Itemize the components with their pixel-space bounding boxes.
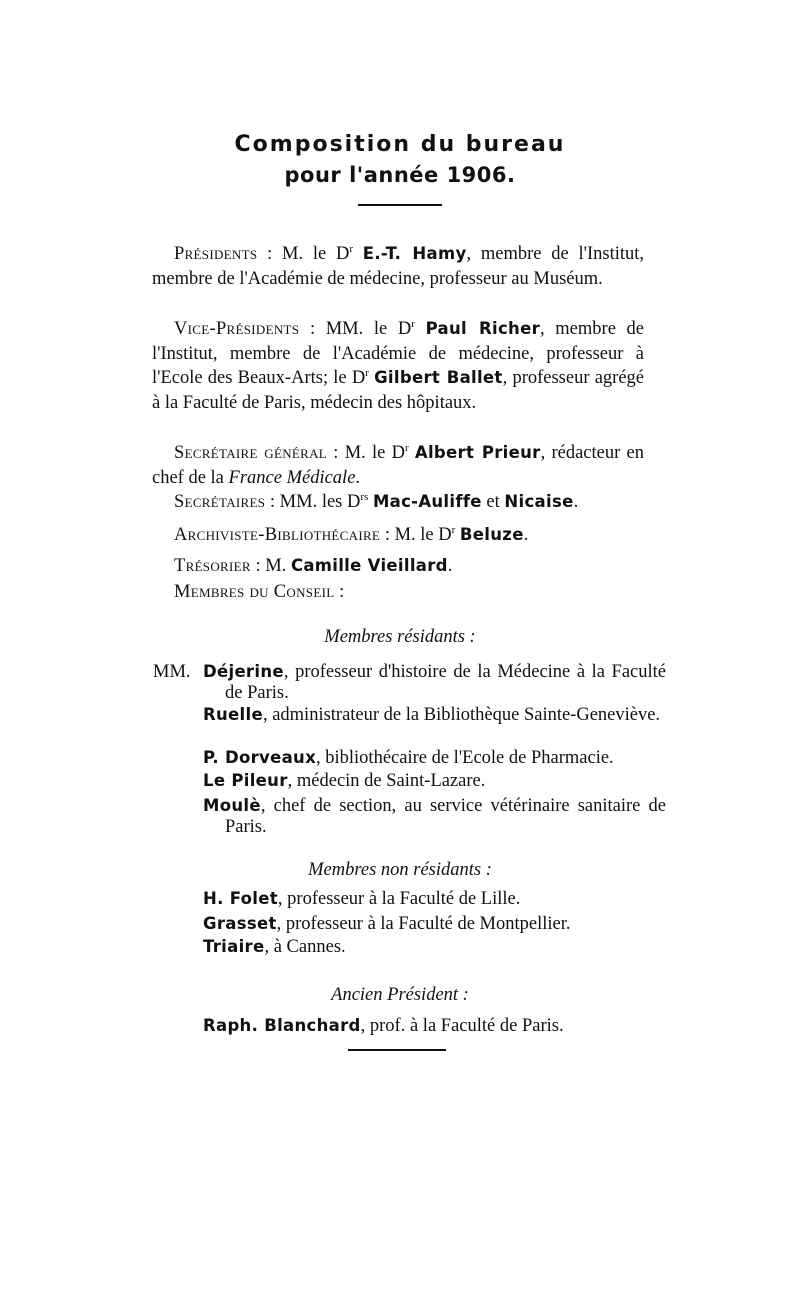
text: : M.: [250, 556, 291, 576]
journal-title: France Médicale: [228, 467, 356, 488]
role-label: Archiviste-Bibliothécaire: [174, 525, 381, 545]
list-item: [203, 888, 666, 910]
sup: r: [349, 242, 353, 255]
role-label: Secrétaires: [174, 492, 266, 512]
list-item: [203, 936, 666, 958]
text: : MM. le D: [299, 319, 412, 339]
text: , médecin de Saint-Lazare.: [287, 771, 486, 791]
person-name: Moulè: [203, 796, 261, 815]
person-name: Triaire: [203, 937, 265, 956]
residents-heading: Membres résidants :: [324, 627, 476, 647]
person-name: Mac-Auliffe: [372, 492, 482, 511]
title-rule: [358, 204, 442, 206]
text: et: [481, 492, 505, 512]
person-name: Gilbert Ballet: [374, 368, 503, 387]
person-name: E.-T. Hamy: [362, 244, 467, 263]
text: .: [355, 467, 361, 488]
sup: r: [404, 441, 409, 454]
person-name: P. Dorveaux: [203, 748, 317, 767]
text: , rédacteur en chef de la: [152, 443, 644, 488]
former-president-heading: Ancien Président :: [331, 985, 469, 1005]
archivist-paragraph: [152, 523, 644, 548]
vice-presidents-paragraph: [152, 317, 644, 415]
text: .: [523, 525, 529, 545]
person-name: Ruelle: [203, 705, 263, 724]
list-item: [203, 913, 666, 935]
person-name: Déjerine: [203, 662, 284, 681]
page-subtitle: pour l'année 1906.: [284, 163, 516, 187]
list-item: [203, 704, 666, 726]
text: : M. le D: [327, 443, 405, 463]
text: .: [573, 492, 579, 512]
text: , bibliothécaire de l'Ecole de Pharmacie.: [316, 748, 614, 768]
text: .: [447, 556, 453, 576]
text: , prof. à la Faculté de Paris.: [360, 1016, 564, 1036]
person-name: Nicaise: [504, 492, 574, 511]
sup: rs: [360, 490, 369, 503]
person-name: Raph. Blanchard: [203, 1016, 361, 1035]
person-name: Camille Vieillard: [290, 556, 448, 575]
role-label: Présidents: [174, 244, 258, 264]
text: : M. le D: [257, 244, 350, 264]
page-title: Composition du bureau: [234, 132, 566, 157]
list-item: [203, 1015, 666, 1037]
person-name: Le Pileur: [203, 771, 288, 790]
text: , professeur d'histoire de la Médecine à la Faculté de Paris.: [225, 662, 666, 703]
treasurer-paragraph: [152, 554, 644, 579]
person-name: H. Folet: [203, 889, 278, 908]
council-members-paragraph: [152, 580, 644, 605]
text: :: [334, 582, 345, 602]
list-item: [203, 795, 666, 838]
sup: r: [411, 317, 415, 330]
person-name: Paul Richer: [425, 319, 541, 338]
text: : M. le D: [380, 525, 452, 545]
text: , à Cannes.: [264, 937, 346, 957]
list-item: [203, 661, 666, 704]
mm-prefix: MM.: [153, 662, 191, 682]
role-label: Trésorier: [174, 556, 251, 576]
role-label: Vice-Présidents: [174, 319, 300, 339]
role-label: Secrétaire général: [174, 443, 328, 463]
list-item: [203, 747, 666, 769]
text: , administrateur de la Bibliothèque Sainte-Geneviève.: [262, 705, 661, 725]
secretary-general-paragraph: [152, 441, 644, 490]
sup: r: [451, 523, 456, 536]
closing-rule: [348, 1049, 446, 1051]
text: , chef de section, au service vétérinaire sanitaire de Paris.: [225, 796, 666, 837]
non-residents-heading: Membres non résidants :: [308, 860, 492, 880]
text: , membre de l'Institut, membre de l'Académie de médecine, professeur au Muséum.: [152, 244, 645, 289]
text: : MM. les D: [265, 492, 361, 512]
person-name: Beluze: [459, 525, 524, 544]
text: , professeur agrégé à la Faculté de Paris, médecin des hôpitaux.: [152, 368, 644, 413]
role-label: Membres du Conseil: [174, 582, 335, 602]
secretaries-paragraph: [152, 490, 644, 515]
person-name: Albert Prieur: [414, 443, 541, 462]
presidents-paragraph: [152, 242, 644, 291]
list-item: [203, 770, 666, 792]
text: , membre de l'Institut, membre de l'Académie de médecine, professeur à l'Ecole des Beaux-Arts; le D: [152, 319, 645, 388]
text: , professeur à la Faculté de Montpellier.: [276, 914, 571, 934]
person-name: Grasset: [203, 914, 277, 933]
sup: r: [365, 366, 369, 379]
text: , professeur à la Faculté de Lille.: [277, 889, 521, 909]
